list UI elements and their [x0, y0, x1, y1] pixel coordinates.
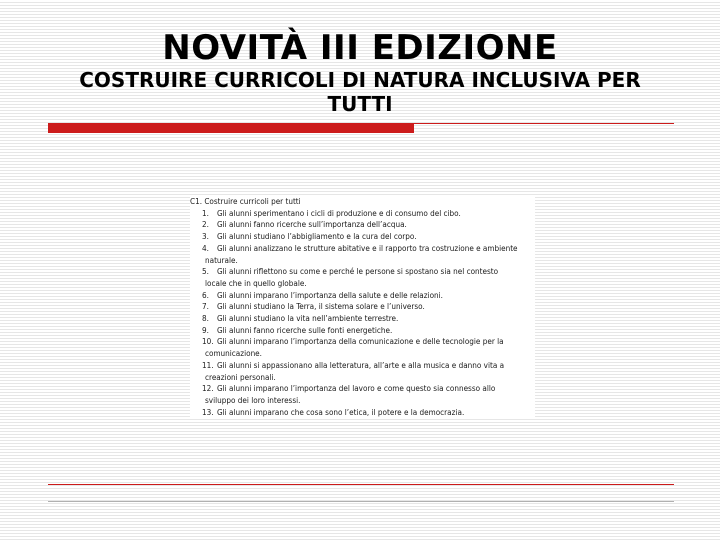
list-item-number: 5. [202, 266, 209, 277]
list-item-text: Gli alunni riflettono su come e perché le persone si spostano sia nel contesto [217, 266, 499, 277]
list-item [190, 219, 535, 231]
list-item [190, 266, 535, 278]
list-item-text: Gli alunni analizzano le strutture abitative e il rapporto tra costruzione e ambiente [217, 242, 518, 253]
list-item-number: 4. [202, 242, 209, 253]
list-item-text: Gli alunni fanno ricerche sulle fonti energetiche. [217, 324, 393, 335]
document-heading: C1. Costruire curricoli per tutti [190, 196, 301, 206]
list-item-number: 10. [202, 336, 214, 347]
list-item [190, 290, 535, 302]
title-divider-accent [48, 124, 414, 133]
footer-divider-line [48, 484, 674, 485]
list-item-text: Gli alunni imparano l’importanza della comunicazione e delle tecnologie per la [217, 336, 504, 347]
list-item-continuation: naturale. [205, 254, 238, 265]
list-item-text: Gli alunni studiano la Terra, il sistema solare e l’universo. [217, 301, 425, 312]
list-item-number: 13. [202, 406, 214, 417]
list-item-text: Gli alunni studiano l’abbigliamento e la cura del corpo. [217, 231, 417, 242]
list-item-text: Gli alunni studiano la vita nell’ambiente terrestre. [217, 313, 399, 324]
list-item-continuation: comunicazione. [205, 348, 262, 359]
slide-subtitle: COSTRUIRE CURRICOLI DI NATURA INCLUSIVA PER TUTTI [79, 68, 641, 116]
list-item-number: 6. [202, 289, 209, 300]
list-item [190, 336, 535, 348]
list-item-continuation: creazioni personali. [205, 371, 276, 382]
scanned-document [190, 196, 535, 418]
list-item-text: Gli alunni fanno ricerche sull’importanza dell’acqua. [217, 219, 407, 230]
list-item-number: 7. [202, 301, 209, 312]
list-item-text: Gli alunni imparano l’importanza della salute e delle relazioni. [217, 289, 443, 300]
list-item-number: 9. [202, 324, 209, 335]
list-item [190, 313, 535, 325]
list-item-number: 2. [202, 219, 209, 230]
list-item [190, 360, 535, 372]
list-item [190, 383, 535, 395]
list-item-number: 1. [202, 207, 209, 218]
list-item-number: 12. [202, 383, 214, 394]
list-item-text: Gli alunni imparano che cosa sono l’etica, il potere e la democrazia. [217, 406, 465, 417]
list-item [190, 407, 535, 419]
list-item-continuation: locale che in quello globale. [205, 277, 307, 288]
list-item [190, 208, 535, 220]
list-item-continuation: sviluppo dei loro interessi. [205, 394, 301, 405]
footer-divider-line-grey [48, 501, 674, 502]
list-item [190, 325, 535, 337]
list-item-number: 3. [202, 231, 209, 242]
list-item-text: Gli alunni sperimentano i cicli di produzione e di consumo del cibo. [217, 207, 461, 218]
list-item-text: Gli alunni si appassionano alla letteratura, all’arte e alla musica e danno vita a [217, 359, 505, 370]
list-item-number: 8. [202, 313, 209, 324]
list-item-text: Gli alunni imparano l’importanza del lavoro e come questo sia connesso allo [217, 383, 496, 394]
list-item [190, 243, 535, 255]
slide-title: NOVITÀ III EDIZIONE [162, 28, 558, 68]
list-item [190, 301, 535, 313]
list-item [190, 231, 535, 243]
list-item-number: 11. [202, 359, 214, 370]
document-list [190, 208, 535, 419]
